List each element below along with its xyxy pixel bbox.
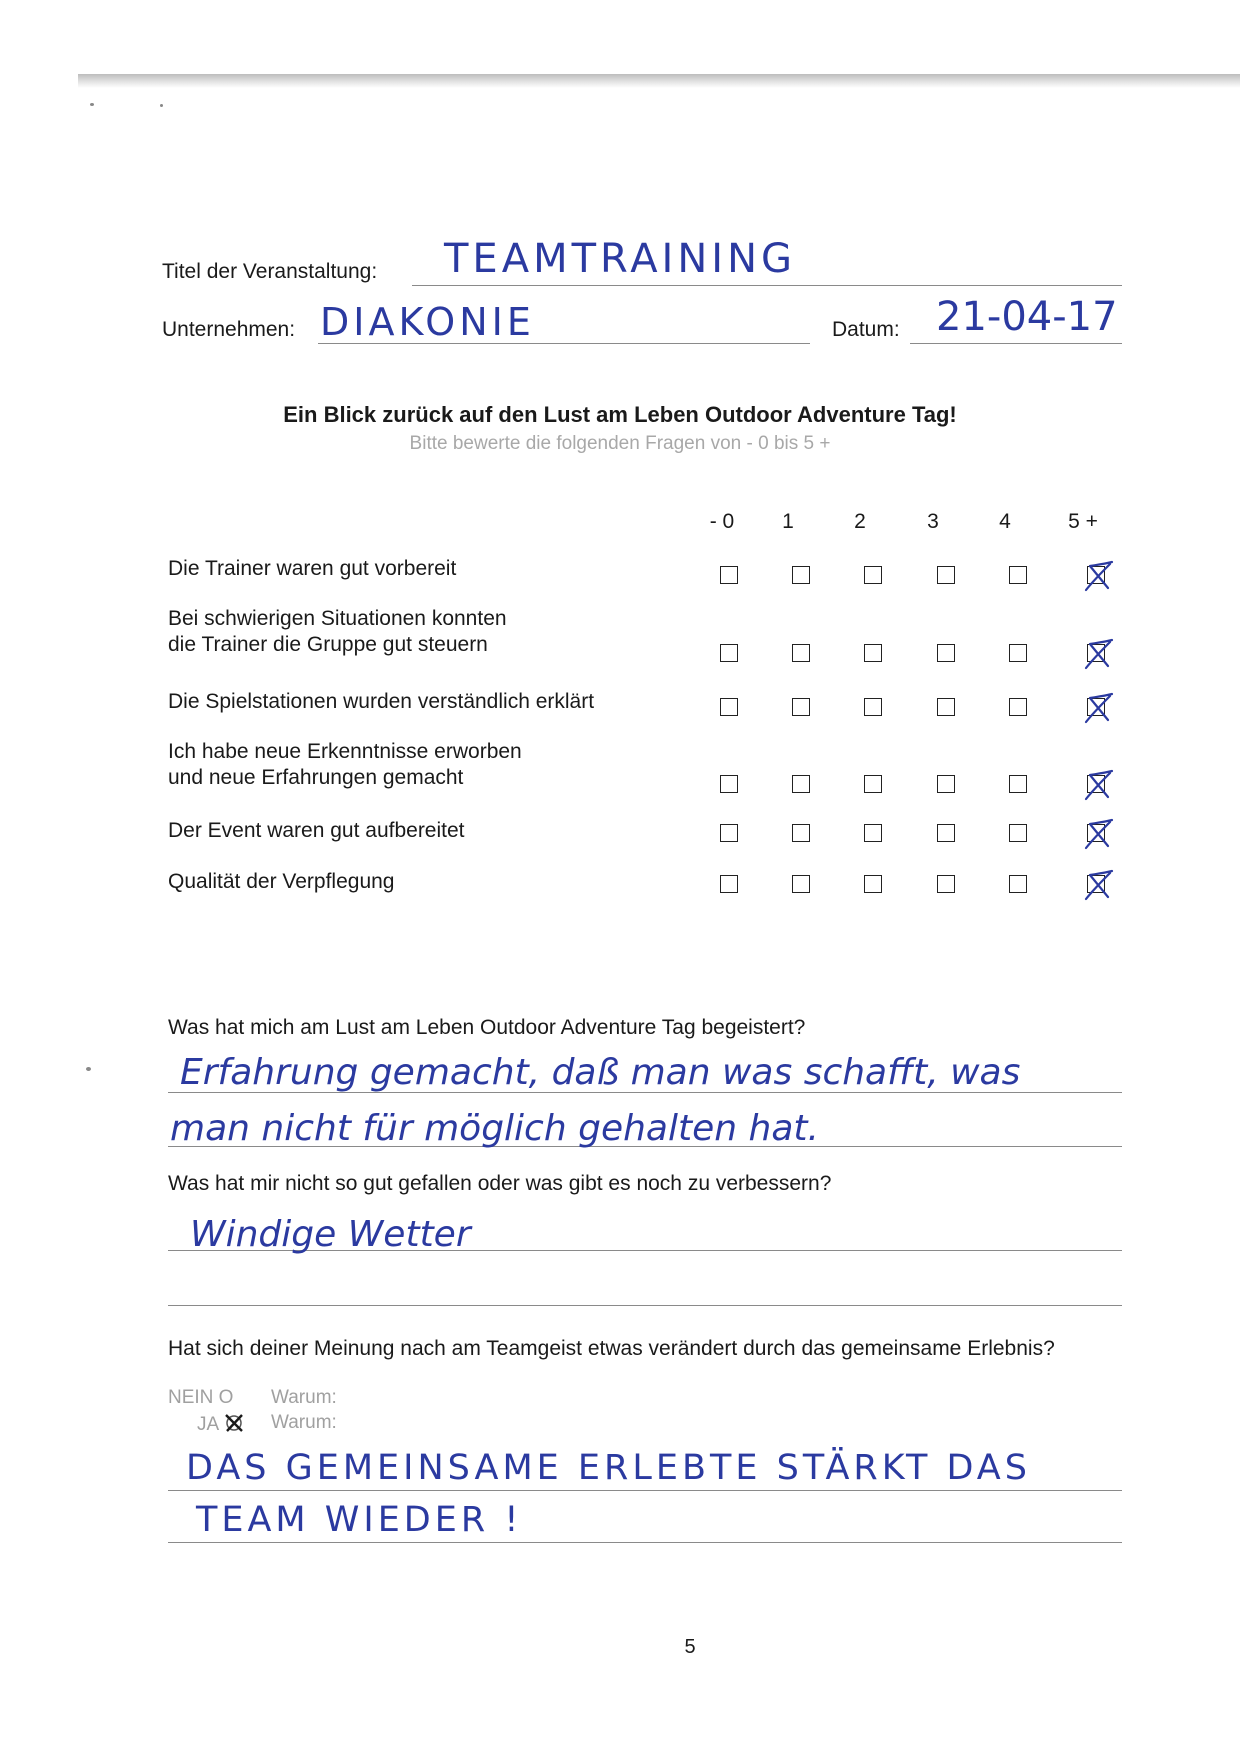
- rating-checkbox-checked[interactable]: [1087, 698, 1105, 716]
- open-question-3-answer-line-1[interactable]: DAS GEMEINSAME ERLEBTE STÄRKT DAS: [186, 1448, 1031, 1488]
- rating-checkbox[interactable]: [792, 775, 810, 793]
- rating-checkbox[interactable]: [937, 644, 955, 662]
- check-cross-icon: [1082, 867, 1116, 903]
- open-question-3-label: Hat sich deiner Meinung nach am Teamgeist etwas verändert durch das gemeinsame Erlebnis?: [168, 1337, 1055, 1360]
- question-line: Der Event waren gut aufbereitet: [168, 819, 465, 842]
- rating-checkbox[interactable]: [1009, 824, 1027, 842]
- rating-checkbox[interactable]: [1009, 775, 1027, 793]
- open-question-1-answer-line-2[interactable]: man nicht für möglich gehalten hat.: [170, 1108, 819, 1149]
- scale-label: 4: [999, 510, 1011, 533]
- no-option[interactable]: NEIN O: [168, 1387, 234, 1408]
- date-label: Datum:: [832, 318, 900, 341]
- date-value[interactable]: 21-04-17: [936, 294, 1118, 340]
- rating-checkbox-checked[interactable]: [1087, 566, 1105, 584]
- scan-speck: [86, 1067, 91, 1071]
- rating-checkbox[interactable]: [792, 824, 810, 842]
- yes-option[interactable]: [197, 1412, 245, 1436]
- scale-label: 5 +: [1068, 510, 1098, 533]
- rating-checkbox[interactable]: [792, 875, 810, 893]
- rating-checkbox[interactable]: [937, 775, 955, 793]
- rating-checkbox[interactable]: [1009, 698, 1027, 716]
- rating-checkbox[interactable]: [720, 698, 738, 716]
- scan-speck: [160, 104, 163, 107]
- check-cross-icon: [1082, 558, 1116, 594]
- open-question-2-answer[interactable]: Windige Wetter: [190, 1214, 471, 1255]
- question-4-text: [168, 739, 522, 791]
- rating-checkbox[interactable]: [864, 875, 882, 893]
- open-question-1-answer-line-1[interactable]: Erfahrung gemacht, daß man was schafft, was: [180, 1052, 1021, 1093]
- rating-checkbox[interactable]: [864, 775, 882, 793]
- question-3-text: [168, 689, 594, 715]
- answer-line: [168, 1542, 1122, 1543]
- check-cross-icon: [1082, 636, 1116, 672]
- rating-checkbox[interactable]: [720, 644, 738, 662]
- open-question-3-answer-line-2[interactable]: TEAM WIEDER !: [196, 1500, 523, 1540]
- rating-checkbox[interactable]: [864, 644, 882, 662]
- question-line: und neue Erfahrungen gemacht: [168, 766, 464, 789]
- rating-checkbox[interactable]: [720, 566, 738, 584]
- question-6-text: [168, 869, 395, 895]
- rating-checkbox[interactable]: [937, 824, 955, 842]
- event-title-label: Titel der Veranstaltung:: [162, 260, 378, 283]
- answer-line: [168, 1305, 1122, 1306]
- date-line: [910, 343, 1122, 344]
- scale-label: - 0: [709, 510, 735, 533]
- open-question-2-label: Was hat mir nicht so gut gefallen oder was gibt es noch zu verbessern?: [168, 1172, 832, 1195]
- survey-heading: Ein Blick zurück auf den Lust am Leben Outdoor Adventure Tag!: [283, 402, 957, 427]
- rating-checkbox[interactable]: [1009, 566, 1027, 584]
- rating-checkbox[interactable]: [792, 644, 810, 662]
- question-1-text: [168, 556, 456, 582]
- check-cross-icon: [1082, 816, 1116, 852]
- question-line: Bei schwierigen Situationen konnten: [168, 607, 507, 630]
- question-line: Ich habe neue Erkenntnisse erworben: [168, 740, 522, 763]
- rating-checkbox[interactable]: [937, 875, 955, 893]
- scan-shadow-edge: [78, 74, 1240, 88]
- question-line: die Trainer die Gruppe gut steuern: [168, 633, 488, 656]
- answer-line: [168, 1490, 1122, 1491]
- rating-checkbox[interactable]: [720, 824, 738, 842]
- why-label: Warum:: [271, 1387, 337, 1408]
- page-number: 5: [684, 1636, 696, 1658]
- scale-label: 3: [927, 510, 939, 533]
- rating-checkbox-checked[interactable]: [1087, 644, 1105, 662]
- rating-checkbox[interactable]: [864, 824, 882, 842]
- company-value[interactable]: DIAKONIE: [320, 300, 535, 344]
- question-2-text: [168, 606, 507, 658]
- scan-speck: [90, 103, 94, 106]
- rating-checkbox[interactable]: [792, 698, 810, 716]
- question-5-text: [168, 818, 465, 844]
- question-line: Qualität der Verpflegung: [168, 870, 395, 893]
- rating-checkbox-checked[interactable]: [1087, 775, 1105, 793]
- rating-checkbox[interactable]: [864, 698, 882, 716]
- rating-checkbox-checked[interactable]: [1087, 824, 1105, 842]
- open-question-1-label: Was hat mich am Lust am Leben Outdoor Adventure Tag begeistert?: [168, 1016, 806, 1039]
- rating-checkbox[interactable]: [1009, 644, 1027, 662]
- rating-checkbox-checked[interactable]: [1087, 875, 1105, 893]
- scale-label: 2: [854, 510, 866, 533]
- question-line: Die Trainer waren gut vorbereit: [168, 557, 457, 580]
- scale-label: 1: [782, 510, 794, 533]
- check-cross-icon: [1082, 690, 1116, 726]
- why-label: Warum:: [271, 1412, 337, 1433]
- question-line: Die Spielstationen wurden verständlich erklärt: [168, 690, 595, 713]
- survey-instruction: Bitte bewerte die folgenden Fragen von - 0 bis 5 +: [409, 433, 831, 454]
- rating-checkbox[interactable]: [1009, 875, 1027, 893]
- company-label: Unternehmen:: [162, 318, 296, 341]
- event-title-line: [412, 285, 1122, 286]
- rating-checkbox[interactable]: [864, 566, 882, 584]
- rating-checkbox[interactable]: [937, 566, 955, 584]
- rating-checkbox[interactable]: [720, 875, 738, 893]
- yes-option-label: JA: [197, 1414, 219, 1435]
- check-cross-icon: [1082, 767, 1116, 803]
- event-title-value[interactable]: TEAMTRAINING: [444, 236, 796, 282]
- rating-checkbox[interactable]: [792, 566, 810, 584]
- rating-checkbox[interactable]: [720, 775, 738, 793]
- rating-checkbox[interactable]: [937, 698, 955, 716]
- yes-selected-mark-icon: [223, 1412, 245, 1434]
